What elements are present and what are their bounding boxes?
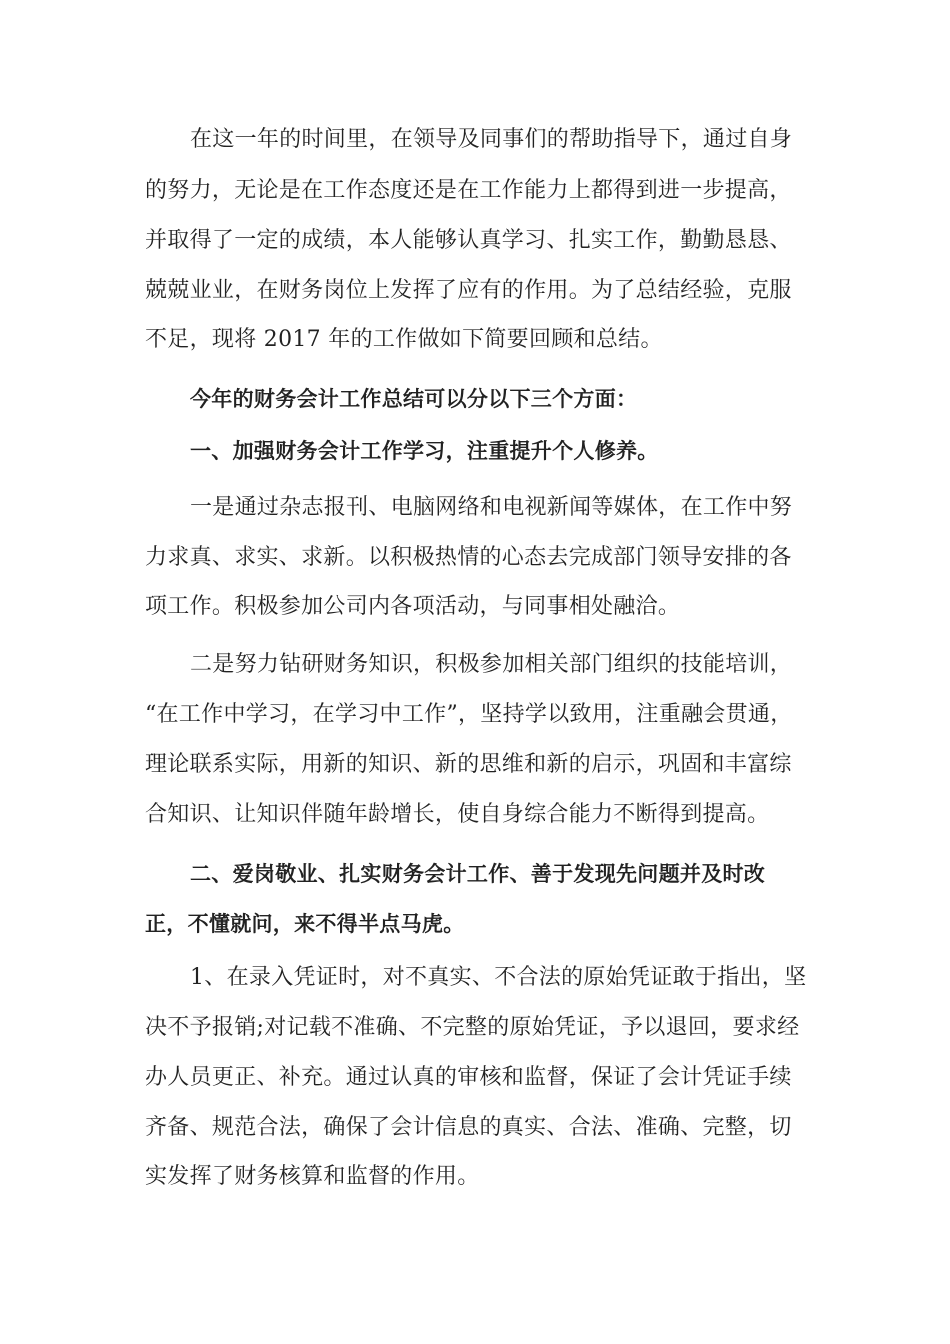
text-line: 办人员更正、补充。通过认真的审核和监督，保证了会计凭证手续 [145,1065,792,1090]
text-line: “在工作中学习，在学习中工作”，坚持学以致用，注重融会贯通， [145,702,793,727]
text-line: 在这一年的时间里，在领导及同事们的帮助指导下，通过自身 [190,127,793,152]
text-line: 决不予报销;对记载不准确、不完整的原始凭证，予以退回，要求经 [145,1015,800,1040]
text-line: 兢兢业业，在财务岗位上发挥了应有的作用。为了总结经验，克服 [145,278,792,303]
text-line: 一是通过杂志报刊、电脑网络和电视新闻等媒体，在工作中努 [190,495,793,520]
text-line: 实发挥了财务核算和监督的作用。 [145,1164,480,1189]
text-line: 力求真、求实、求新。以积极热情的心态去完成部门领导安排的各 [145,545,792,570]
section-intro-heading: 今年的财务会计工作总结可以分以下三个方面： [190,387,638,411]
text-line: 正，不懂就问，来不得半点马虎。 [145,912,465,936]
text-line: 的努力，无论是在工作态度还是在工作能力上都得到进一步提高， [145,178,792,203]
text-line: 二是努力钻研财务知识，积极参加相关部门组织的技能培训， [190,652,793,677]
text-line: 1、在录入凭证时，对不真实、不合法的原始凭证敢于指出，坚 [190,965,807,990]
text-line: 合知识、让知识伴随年龄增长，使自身综合能力不断得到提高。 [145,802,770,827]
text-line: 理论联系实际，用新的知识、新的思维和新的启示，巩固和丰富综 [145,752,792,777]
text-line: 不足，现将 2017 年的工作做如下简要回顾和总结。 [145,327,663,352]
text-line: 并取得了一定的成绩，本人能够认真学习、扎实工作，勤勤恳恳、 [145,228,792,253]
text-line: 项工作。积极参加公司内各项活动，与同事相处融洽。 [145,594,681,619]
text-line: 二、爱岗敬业、扎实财务会计工作、善于发现先问题并及时改 [190,862,766,886]
text-line: 齐备、规范合法，确保了会计信息的真实、合法、准确、完整，切 [145,1115,792,1140]
section-heading-1: 一、加强财务会计工作学习，注重提升个人修养。 [190,439,659,463]
